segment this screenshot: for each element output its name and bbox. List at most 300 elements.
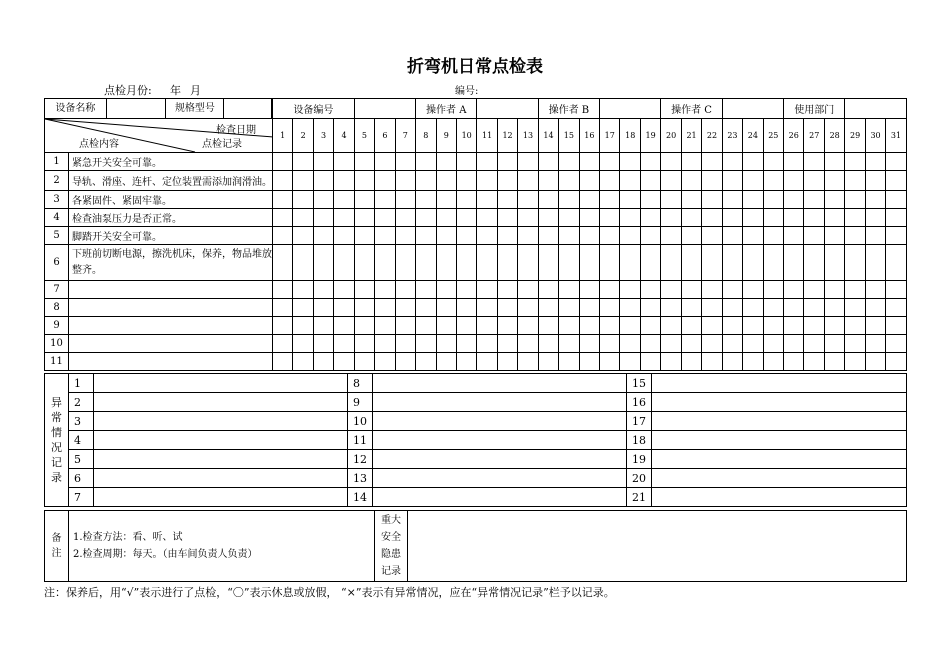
device-info-value[interactable] bbox=[600, 99, 661, 119]
check-mark-cell[interactable] bbox=[722, 353, 742, 371]
device-info-value[interactable] bbox=[722, 99, 783, 119]
check-mark-cell[interactable] bbox=[538, 299, 558, 317]
check-mark-cell[interactable] bbox=[518, 353, 538, 371]
check-mark-cell[interactable] bbox=[824, 171, 844, 191]
check-mark-cell[interactable] bbox=[640, 153, 660, 171]
check-mark-cell[interactable] bbox=[681, 209, 701, 227]
check-mark-cell[interactable] bbox=[681, 317, 701, 335]
check-mark-cell[interactable] bbox=[395, 281, 415, 299]
check-mark-cell[interactable] bbox=[456, 299, 476, 317]
check-mark-cell[interactable] bbox=[559, 171, 579, 191]
check-mark-cell[interactable] bbox=[661, 281, 681, 299]
check-mark-cell[interactable] bbox=[845, 335, 865, 353]
check-mark-cell[interactable] bbox=[375, 299, 395, 317]
abnormal-entry-field[interactable] bbox=[94, 488, 348, 507]
check-mark-cell[interactable] bbox=[722, 245, 742, 281]
check-mark-cell[interactable] bbox=[743, 153, 763, 171]
check-mark-cell[interactable] bbox=[865, 281, 885, 299]
check-mark-cell[interactable] bbox=[354, 227, 374, 245]
check-mark-cell[interactable] bbox=[702, 191, 722, 209]
check-mark-cell[interactable] bbox=[600, 335, 620, 353]
check-mark-cell[interactable] bbox=[354, 245, 374, 281]
check-mark-cell[interactable] bbox=[436, 227, 456, 245]
check-mark-cell[interactable] bbox=[436, 353, 456, 371]
check-mark-cell[interactable] bbox=[579, 335, 599, 353]
check-mark-cell[interactable] bbox=[845, 317, 865, 335]
check-mark-cell[interactable] bbox=[661, 335, 681, 353]
device-info-value[interactable] bbox=[477, 99, 538, 119]
check-mark-cell[interactable] bbox=[375, 335, 395, 353]
check-mark-cell[interactable] bbox=[845, 209, 865, 227]
check-mark-cell[interactable] bbox=[334, 209, 354, 227]
check-mark-cell[interactable] bbox=[886, 317, 906, 335]
check-mark-cell[interactable] bbox=[334, 171, 354, 191]
check-mark-cell[interactable] bbox=[293, 353, 313, 371]
check-mark-cell[interactable] bbox=[313, 335, 333, 353]
check-mark-cell[interactable] bbox=[354, 153, 374, 171]
check-mark-cell[interactable] bbox=[416, 317, 436, 335]
check-mark-cell[interactable] bbox=[763, 317, 783, 335]
check-mark-cell[interactable] bbox=[538, 171, 558, 191]
check-mark-cell[interactable] bbox=[273, 171, 293, 191]
abnormal-entry-field[interactable] bbox=[652, 374, 907, 393]
check-mark-cell[interactable] bbox=[600, 317, 620, 335]
check-mark-cell[interactable] bbox=[456, 191, 476, 209]
check-mark-cell[interactable] bbox=[477, 191, 497, 209]
check-mark-cell[interactable] bbox=[273, 353, 293, 371]
check-mark-cell[interactable] bbox=[456, 281, 476, 299]
check-mark-cell[interactable] bbox=[886, 335, 906, 353]
check-mark-cell[interactable] bbox=[681, 191, 701, 209]
check-mark-cell[interactable] bbox=[518, 227, 538, 245]
check-mark-cell[interactable] bbox=[722, 317, 742, 335]
check-mark-cell[interactable] bbox=[313, 153, 333, 171]
check-mark-cell[interactable] bbox=[559, 335, 579, 353]
check-mark-cell[interactable] bbox=[497, 153, 517, 171]
check-mark-cell[interactable] bbox=[865, 335, 885, 353]
check-mark-cell[interactable] bbox=[477, 281, 497, 299]
check-mark-cell[interactable] bbox=[661, 209, 681, 227]
check-mark-cell[interactable] bbox=[804, 335, 824, 353]
check-mark-cell[interactable] bbox=[354, 171, 374, 191]
check-mark-cell[interactable] bbox=[743, 209, 763, 227]
abnormal-entry-field[interactable] bbox=[373, 488, 627, 507]
check-mark-cell[interactable] bbox=[661, 191, 681, 209]
check-mark-cell[interactable] bbox=[640, 227, 660, 245]
device-info-value[interactable] bbox=[845, 99, 906, 119]
check-mark-cell[interactable] bbox=[763, 245, 783, 281]
check-mark-cell[interactable] bbox=[538, 281, 558, 299]
check-mark-cell[interactable] bbox=[702, 153, 722, 171]
check-mark-cell[interactable] bbox=[804, 171, 824, 191]
check-mark-cell[interactable] bbox=[293, 191, 313, 209]
check-mark-cell[interactable] bbox=[865, 227, 885, 245]
check-mark-cell[interactable] bbox=[334, 281, 354, 299]
check-mark-cell[interactable] bbox=[416, 153, 436, 171]
abnormal-entry-field[interactable] bbox=[94, 469, 348, 488]
check-mark-cell[interactable] bbox=[538, 191, 558, 209]
check-mark-cell[interactable] bbox=[579, 299, 599, 317]
check-mark-cell[interactable] bbox=[763, 209, 783, 227]
check-mark-cell[interactable] bbox=[273, 281, 293, 299]
check-mark-cell[interactable] bbox=[518, 209, 538, 227]
check-mark-cell[interactable] bbox=[845, 227, 865, 245]
check-mark-cell[interactable] bbox=[620, 227, 640, 245]
check-mark-cell[interactable] bbox=[559, 299, 579, 317]
check-mark-cell[interactable] bbox=[334, 245, 354, 281]
check-mark-cell[interactable] bbox=[763, 281, 783, 299]
check-mark-cell[interactable] bbox=[354, 281, 374, 299]
check-mark-cell[interactable] bbox=[395, 153, 415, 171]
check-mark-cell[interactable] bbox=[538, 209, 558, 227]
check-mark-cell[interactable] bbox=[497, 299, 517, 317]
check-mark-cell[interactable] bbox=[313, 353, 333, 371]
check-mark-cell[interactable] bbox=[620, 299, 640, 317]
check-mark-cell[interactable] bbox=[334, 335, 354, 353]
check-mark-cell[interactable] bbox=[293, 153, 313, 171]
check-mark-cell[interactable] bbox=[375, 227, 395, 245]
check-mark-cell[interactable] bbox=[681, 245, 701, 281]
check-mark-cell[interactable] bbox=[559, 153, 579, 171]
check-mark-cell[interactable] bbox=[640, 281, 660, 299]
check-mark-cell[interactable] bbox=[722, 171, 742, 191]
check-mark-cell[interactable] bbox=[456, 335, 476, 353]
check-mark-cell[interactable] bbox=[477, 153, 497, 171]
check-mark-cell[interactable] bbox=[681, 281, 701, 299]
check-mark-cell[interactable] bbox=[824, 153, 844, 171]
check-mark-cell[interactable] bbox=[784, 209, 804, 227]
check-mark-cell[interactable] bbox=[702, 171, 722, 191]
check-mark-cell[interactable] bbox=[375, 317, 395, 335]
check-mark-cell[interactable] bbox=[620, 191, 640, 209]
check-mark-cell[interactable] bbox=[804, 227, 824, 245]
check-mark-cell[interactable] bbox=[559, 317, 579, 335]
check-mark-cell[interactable] bbox=[865, 191, 885, 209]
check-mark-cell[interactable] bbox=[334, 353, 354, 371]
check-mark-cell[interactable] bbox=[600, 191, 620, 209]
check-mark-cell[interactable] bbox=[722, 299, 742, 317]
abnormal-entry-field[interactable] bbox=[652, 469, 907, 488]
check-mark-cell[interactable] bbox=[518, 171, 538, 191]
check-mark-cell[interactable] bbox=[640, 209, 660, 227]
check-mark-cell[interactable] bbox=[722, 281, 742, 299]
check-mark-cell[interactable] bbox=[824, 281, 844, 299]
check-mark-cell[interactable] bbox=[845, 191, 865, 209]
check-mark-cell[interactable] bbox=[416, 245, 436, 281]
check-mark-cell[interactable] bbox=[416, 299, 436, 317]
check-mark-cell[interactable] bbox=[661, 153, 681, 171]
check-mark-cell[interactable] bbox=[804, 317, 824, 335]
check-mark-cell[interactable] bbox=[702, 227, 722, 245]
check-mark-cell[interactable] bbox=[416, 227, 436, 245]
check-mark-cell[interactable] bbox=[436, 191, 456, 209]
check-mark-cell[interactable] bbox=[784, 245, 804, 281]
check-mark-cell[interactable] bbox=[477, 335, 497, 353]
check-mark-cell[interactable] bbox=[456, 171, 476, 191]
check-mark-cell[interactable] bbox=[620, 171, 640, 191]
check-mark-cell[interactable] bbox=[620, 335, 640, 353]
check-mark-cell[interactable] bbox=[436, 171, 456, 191]
check-mark-cell[interactable] bbox=[620, 317, 640, 335]
check-mark-cell[interactable] bbox=[293, 209, 313, 227]
check-mark-cell[interactable] bbox=[600, 245, 620, 281]
check-mark-cell[interactable] bbox=[436, 335, 456, 353]
check-mark-cell[interactable] bbox=[763, 153, 783, 171]
check-mark-cell[interactable] bbox=[313, 171, 333, 191]
check-mark-cell[interactable] bbox=[661, 299, 681, 317]
check-mark-cell[interactable] bbox=[784, 317, 804, 335]
check-mark-cell[interactable] bbox=[579, 245, 599, 281]
check-mark-cell[interactable] bbox=[865, 353, 885, 371]
check-mark-cell[interactable] bbox=[334, 191, 354, 209]
check-mark-cell[interactable] bbox=[865, 153, 885, 171]
check-mark-cell[interactable] bbox=[273, 153, 293, 171]
check-mark-cell[interactable] bbox=[273, 335, 293, 353]
device-info-value[interactable] bbox=[354, 99, 415, 119]
check-mark-cell[interactable] bbox=[579, 191, 599, 209]
hazard-record-field[interactable] bbox=[408, 511, 907, 582]
check-mark-cell[interactable] bbox=[702, 317, 722, 335]
abnormal-entry-field[interactable] bbox=[373, 469, 627, 488]
check-mark-cell[interactable] bbox=[763, 335, 783, 353]
check-mark-cell[interactable] bbox=[497, 245, 517, 281]
check-mark-cell[interactable] bbox=[702, 209, 722, 227]
check-mark-cell[interactable] bbox=[559, 227, 579, 245]
check-mark-cell[interactable] bbox=[865, 299, 885, 317]
check-mark-cell[interactable] bbox=[824, 353, 844, 371]
check-mark-cell[interactable] bbox=[600, 153, 620, 171]
check-mark-cell[interactable] bbox=[559, 191, 579, 209]
device-info-value[interactable] bbox=[107, 99, 167, 118]
check-mark-cell[interactable] bbox=[804, 191, 824, 209]
check-mark-cell[interactable] bbox=[661, 227, 681, 245]
check-mark-cell[interactable] bbox=[416, 191, 436, 209]
check-mark-cell[interactable] bbox=[804, 281, 824, 299]
check-mark-cell[interactable] bbox=[313, 227, 333, 245]
check-mark-cell[interactable] bbox=[824, 227, 844, 245]
check-mark-cell[interactable] bbox=[497, 191, 517, 209]
check-mark-cell[interactable] bbox=[661, 245, 681, 281]
check-mark-cell[interactable] bbox=[416, 335, 436, 353]
check-mark-cell[interactable] bbox=[681, 335, 701, 353]
check-mark-cell[interactable] bbox=[293, 171, 313, 191]
check-mark-cell[interactable] bbox=[477, 299, 497, 317]
check-mark-cell[interactable] bbox=[640, 245, 660, 281]
check-mark-cell[interactable] bbox=[497, 171, 517, 191]
check-mark-cell[interactable] bbox=[702, 353, 722, 371]
check-mark-cell[interactable] bbox=[824, 335, 844, 353]
check-mark-cell[interactable] bbox=[518, 191, 538, 209]
check-mark-cell[interactable] bbox=[416, 171, 436, 191]
abnormal-entry-field[interactable] bbox=[373, 431, 627, 450]
check-mark-cell[interactable] bbox=[702, 281, 722, 299]
check-mark-cell[interactable] bbox=[579, 209, 599, 227]
check-mark-cell[interactable] bbox=[600, 227, 620, 245]
check-mark-cell[interactable] bbox=[518, 317, 538, 335]
check-mark-cell[interactable] bbox=[436, 245, 456, 281]
check-mark-cell[interactable] bbox=[722, 209, 742, 227]
check-mark-cell[interactable] bbox=[477, 245, 497, 281]
check-mark-cell[interactable] bbox=[497, 335, 517, 353]
check-mark-cell[interactable] bbox=[313, 245, 333, 281]
check-mark-cell[interactable] bbox=[313, 317, 333, 335]
check-mark-cell[interactable] bbox=[395, 209, 415, 227]
check-mark-cell[interactable] bbox=[456, 317, 476, 335]
check-mark-cell[interactable] bbox=[273, 191, 293, 209]
check-mark-cell[interactable] bbox=[886, 245, 906, 281]
check-mark-cell[interactable] bbox=[395, 335, 415, 353]
check-mark-cell[interactable] bbox=[681, 353, 701, 371]
check-mark-cell[interactable] bbox=[640, 317, 660, 335]
check-mark-cell[interactable] bbox=[661, 317, 681, 335]
check-mark-cell[interactable] bbox=[293, 227, 313, 245]
check-mark-cell[interactable] bbox=[763, 227, 783, 245]
check-mark-cell[interactable] bbox=[395, 171, 415, 191]
check-mark-cell[interactable] bbox=[313, 299, 333, 317]
check-mark-cell[interactable] bbox=[293, 299, 313, 317]
check-mark-cell[interactable] bbox=[497, 227, 517, 245]
check-mark-cell[interactable] bbox=[600, 353, 620, 371]
check-mark-cell[interactable] bbox=[640, 335, 660, 353]
check-mark-cell[interactable] bbox=[273, 299, 293, 317]
check-mark-cell[interactable] bbox=[559, 245, 579, 281]
check-mark-cell[interactable] bbox=[620, 245, 640, 281]
check-mark-cell[interactable] bbox=[518, 281, 538, 299]
check-mark-cell[interactable] bbox=[416, 209, 436, 227]
check-mark-cell[interactable] bbox=[313, 281, 333, 299]
check-mark-cell[interactable] bbox=[436, 317, 456, 335]
check-mark-cell[interactable] bbox=[743, 227, 763, 245]
check-mark-cell[interactable] bbox=[784, 153, 804, 171]
check-mark-cell[interactable] bbox=[886, 281, 906, 299]
check-mark-cell[interactable] bbox=[273, 245, 293, 281]
check-mark-cell[interactable] bbox=[273, 227, 293, 245]
check-mark-cell[interactable] bbox=[334, 153, 354, 171]
check-mark-cell[interactable] bbox=[395, 227, 415, 245]
check-mark-cell[interactable] bbox=[395, 353, 415, 371]
check-mark-cell[interactable] bbox=[375, 153, 395, 171]
check-mark-cell[interactable] bbox=[824, 245, 844, 281]
check-mark-cell[interactable] bbox=[456, 353, 476, 371]
abnormal-entry-field[interactable] bbox=[652, 412, 907, 431]
check-mark-cell[interactable] bbox=[845, 171, 865, 191]
abnormal-entry-field[interactable] bbox=[94, 450, 348, 469]
check-mark-cell[interactable] bbox=[804, 299, 824, 317]
check-mark-cell[interactable] bbox=[640, 191, 660, 209]
check-mark-cell[interactable] bbox=[538, 245, 558, 281]
check-mark-cell[interactable] bbox=[334, 317, 354, 335]
check-mark-cell[interactable] bbox=[640, 299, 660, 317]
check-mark-cell[interactable] bbox=[518, 245, 538, 281]
check-mark-cell[interactable] bbox=[845, 245, 865, 281]
check-mark-cell[interactable] bbox=[743, 191, 763, 209]
check-mark-cell[interactable] bbox=[661, 171, 681, 191]
check-mark-cell[interactable] bbox=[354, 299, 374, 317]
check-mark-cell[interactable] bbox=[518, 153, 538, 171]
check-mark-cell[interactable] bbox=[640, 171, 660, 191]
check-mark-cell[interactable] bbox=[334, 227, 354, 245]
abnormal-entry-field[interactable] bbox=[94, 431, 348, 450]
check-mark-cell[interactable] bbox=[538, 335, 558, 353]
check-mark-cell[interactable] bbox=[681, 171, 701, 191]
abnormal-entry-field[interactable] bbox=[94, 374, 348, 393]
check-mark-cell[interactable] bbox=[784, 353, 804, 371]
check-mark-cell[interactable] bbox=[743, 335, 763, 353]
check-mark-cell[interactable] bbox=[681, 227, 701, 245]
check-mark-cell[interactable] bbox=[661, 353, 681, 371]
check-mark-cell[interactable] bbox=[865, 171, 885, 191]
check-mark-cell[interactable] bbox=[620, 209, 640, 227]
check-mark-cell[interactable] bbox=[334, 299, 354, 317]
check-mark-cell[interactable] bbox=[804, 209, 824, 227]
check-mark-cell[interactable] bbox=[395, 245, 415, 281]
check-mark-cell[interactable] bbox=[784, 335, 804, 353]
check-mark-cell[interactable] bbox=[743, 281, 763, 299]
check-mark-cell[interactable] bbox=[722, 227, 742, 245]
check-mark-cell[interactable] bbox=[886, 209, 906, 227]
check-mark-cell[interactable] bbox=[395, 299, 415, 317]
abnormal-entry-field[interactable] bbox=[373, 412, 627, 431]
check-mark-cell[interactable] bbox=[600, 171, 620, 191]
check-mark-cell[interactable] bbox=[538, 353, 558, 371]
check-mark-cell[interactable] bbox=[375, 281, 395, 299]
check-mark-cell[interactable] bbox=[865, 317, 885, 335]
check-mark-cell[interactable] bbox=[600, 299, 620, 317]
check-mark-cell[interactable] bbox=[518, 335, 538, 353]
abnormal-entry-field[interactable] bbox=[373, 393, 627, 412]
check-mark-cell[interactable] bbox=[354, 209, 374, 227]
check-mark-cell[interactable] bbox=[375, 353, 395, 371]
check-mark-cell[interactable] bbox=[293, 281, 313, 299]
check-mark-cell[interactable] bbox=[886, 227, 906, 245]
check-mark-cell[interactable] bbox=[763, 353, 783, 371]
device-info-value[interactable] bbox=[224, 99, 272, 118]
check-mark-cell[interactable] bbox=[865, 209, 885, 227]
abnormal-entry-field[interactable] bbox=[652, 450, 907, 469]
check-mark-cell[interactable] bbox=[824, 299, 844, 317]
check-mark-cell[interactable] bbox=[579, 353, 599, 371]
check-mark-cell[interactable] bbox=[824, 191, 844, 209]
check-mark-cell[interactable] bbox=[416, 353, 436, 371]
check-mark-cell[interactable] bbox=[702, 245, 722, 281]
check-mark-cell[interactable] bbox=[722, 191, 742, 209]
check-mark-cell[interactable] bbox=[559, 281, 579, 299]
check-mark-cell[interactable] bbox=[497, 353, 517, 371]
check-mark-cell[interactable] bbox=[354, 353, 374, 371]
check-mark-cell[interactable] bbox=[477, 171, 497, 191]
check-mark-cell[interactable] bbox=[538, 153, 558, 171]
check-mark-cell[interactable] bbox=[845, 153, 865, 171]
check-mark-cell[interactable] bbox=[702, 335, 722, 353]
check-mark-cell[interactable] bbox=[743, 353, 763, 371]
check-mark-cell[interactable] bbox=[273, 317, 293, 335]
check-mark-cell[interactable] bbox=[456, 209, 476, 227]
check-mark-cell[interactable] bbox=[620, 353, 640, 371]
check-mark-cell[interactable] bbox=[784, 171, 804, 191]
check-mark-cell[interactable] bbox=[784, 281, 804, 299]
check-mark-cell[interactable] bbox=[886, 299, 906, 317]
check-mark-cell[interactable] bbox=[845, 353, 865, 371]
check-mark-cell[interactable] bbox=[375, 245, 395, 281]
check-mark-cell[interactable] bbox=[538, 227, 558, 245]
check-mark-cell[interactable] bbox=[743, 317, 763, 335]
check-mark-cell[interactable] bbox=[579, 317, 599, 335]
check-mark-cell[interactable] bbox=[436, 209, 456, 227]
check-mark-cell[interactable] bbox=[640, 353, 660, 371]
check-mark-cell[interactable] bbox=[313, 191, 333, 209]
check-mark-cell[interactable] bbox=[293, 335, 313, 353]
check-mark-cell[interactable] bbox=[354, 191, 374, 209]
